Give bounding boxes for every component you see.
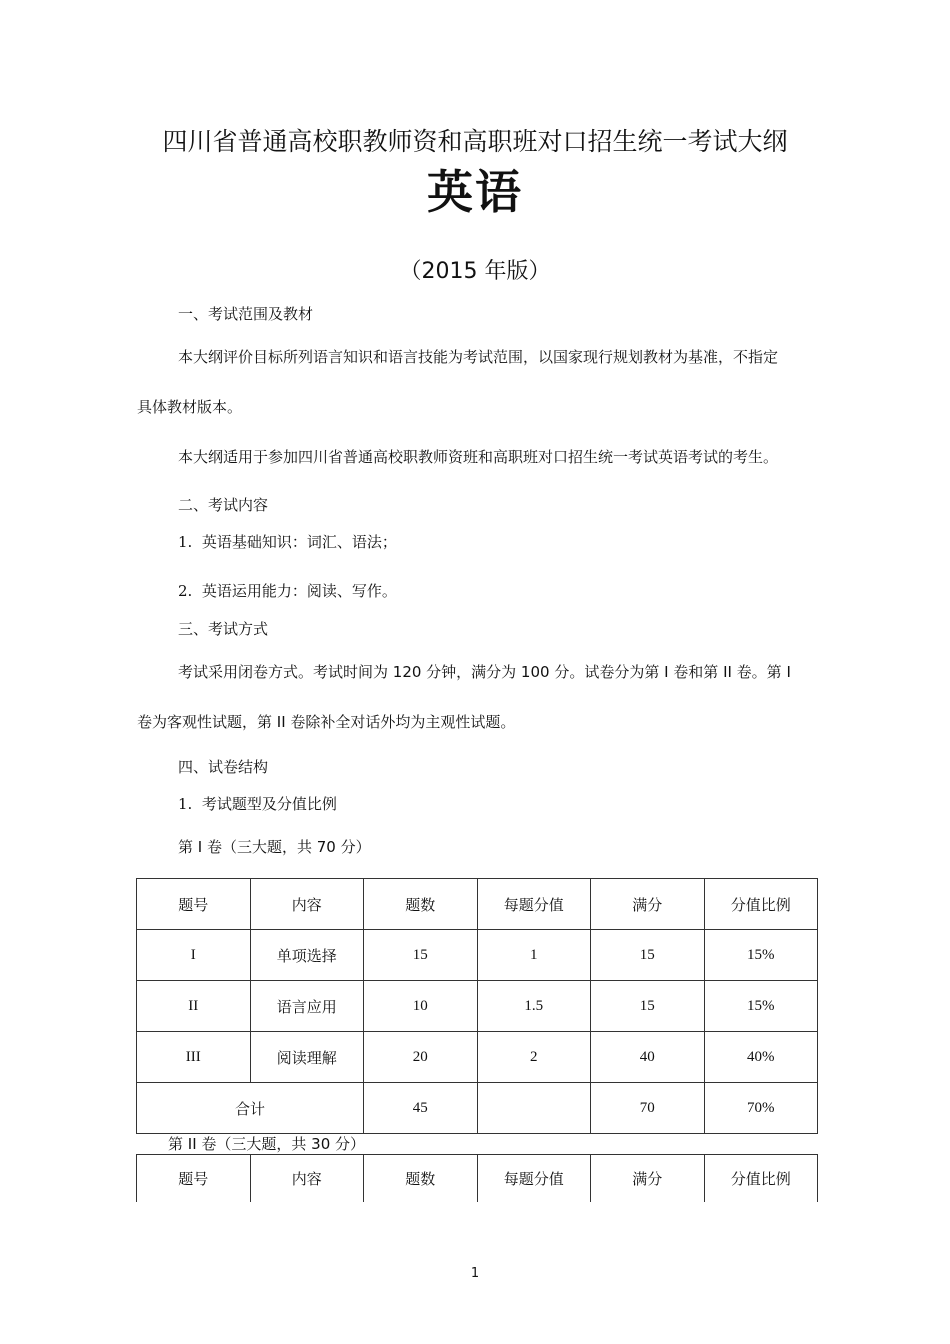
table-header-cell: 分值比例 xyxy=(704,879,818,930)
table-cell: 15 xyxy=(591,981,705,1032)
table-total-row xyxy=(137,1083,818,1134)
list-text: 英语运用能力：阅读、写作。 xyxy=(201,582,397,600)
table-cell: 15% xyxy=(704,981,818,1032)
table-cell: 阅读理解 xyxy=(250,1032,364,1083)
part-2-score-table xyxy=(136,1154,818,1202)
section-2-item-1 xyxy=(178,531,397,552)
table-cell: 70 xyxy=(591,1083,705,1134)
table-cell: 40 xyxy=(591,1032,705,1083)
table-header-cell: 满分 xyxy=(591,1155,705,1203)
section-1-paragraph-1-line-1: 本大纲评价目标所列语言知识和语言技能为考试范围，以国家现行规划教材为基准，不指定 xyxy=(178,348,779,366)
section-2-heading: 二、考试内容 xyxy=(178,496,269,514)
table-cell: II xyxy=(137,981,251,1032)
edition-label: （2015 年版） xyxy=(399,259,551,284)
part-2-caption: 第 II 卷（三大题，共 30 分） xyxy=(168,1135,366,1153)
part-1-score-table xyxy=(136,878,818,1134)
section-3-heading: 三、考试方式 xyxy=(178,620,269,638)
table-cell xyxy=(477,1083,591,1134)
list-text: 考试题型及分值比例 xyxy=(201,795,337,813)
table-cell: I xyxy=(137,930,251,981)
table-cell: 1 xyxy=(477,930,591,981)
table-cell: 70% xyxy=(704,1083,818,1134)
table-row xyxy=(137,930,818,981)
table-cell: 20 xyxy=(364,1032,478,1083)
table-cell: 15 xyxy=(591,930,705,981)
table-header-row xyxy=(137,1155,818,1203)
section-4-heading: 四、试卷结构 xyxy=(178,758,269,776)
table-cell: 15% xyxy=(704,930,818,981)
subject-title: 英语 xyxy=(427,165,523,219)
list-number: 1. xyxy=(178,533,193,551)
table-cell: 15 xyxy=(364,930,478,981)
section-1-heading: 一、考试范围及教材 xyxy=(178,305,314,323)
section-2-item-2 xyxy=(178,580,397,601)
page-number: 1 xyxy=(470,1266,480,1281)
table-cell: 45 xyxy=(364,1083,478,1134)
table-cell: 单项选择 xyxy=(250,930,364,981)
table-cell: 10 xyxy=(364,981,478,1032)
part-1-caption: 第 I 卷（三大题，共 70 分） xyxy=(178,838,371,856)
table-cell: 语言应用 xyxy=(250,981,364,1032)
section-3-paragraph-line-2: 卷为客观性试题，第 II 卷除补全对话外均为主观性试题。 xyxy=(137,713,516,731)
section-4-item-1 xyxy=(178,793,337,814)
table-header-cell: 题数 xyxy=(364,879,478,930)
table-header-cell: 内容 xyxy=(250,1155,364,1203)
table-total-label: 合计 xyxy=(137,1083,364,1134)
table-header-cell: 题号 xyxy=(137,879,251,930)
table-header-cell: 满分 xyxy=(591,879,705,930)
table-cell: 1.5 xyxy=(477,981,591,1032)
table-header-cell: 题号 xyxy=(137,1155,251,1203)
table-cell: III xyxy=(137,1032,251,1083)
table-header-row xyxy=(137,879,818,930)
section-3-paragraph-line-1: 考试采用闭卷方式。考试时间为 120 分钟，满分为 100 分。试卷分为第 I 卷和第 II 卷。第 I xyxy=(178,663,791,681)
list-number: 1. xyxy=(178,795,193,813)
table-cell: 2 xyxy=(477,1032,591,1083)
table-header-cell: 每题分值 xyxy=(477,879,591,930)
section-1-paragraph-1-line-2: 具体教材版本。 xyxy=(137,398,243,416)
list-number: 2. xyxy=(178,582,193,600)
table-header-cell: 分值比例 xyxy=(704,1155,818,1203)
section-1-paragraph-2: 本大纲适用于参加四川省普通高校职教师资班和高职班对口招生统一考试英语考试的考生。 xyxy=(178,448,779,466)
table-header-cell: 内容 xyxy=(250,879,364,930)
table-row xyxy=(137,981,818,1032)
table-header-cell: 每题分值 xyxy=(477,1155,591,1203)
list-text: 英语基础知识：词汇、语法； xyxy=(201,533,397,551)
table-header-cell: 题数 xyxy=(364,1155,478,1203)
document-title: 四川省普通高校职教师资和高职班对口招生统一考试大纲 xyxy=(162,127,788,156)
table-cell: 40% xyxy=(704,1032,818,1083)
table-row xyxy=(137,1032,818,1083)
